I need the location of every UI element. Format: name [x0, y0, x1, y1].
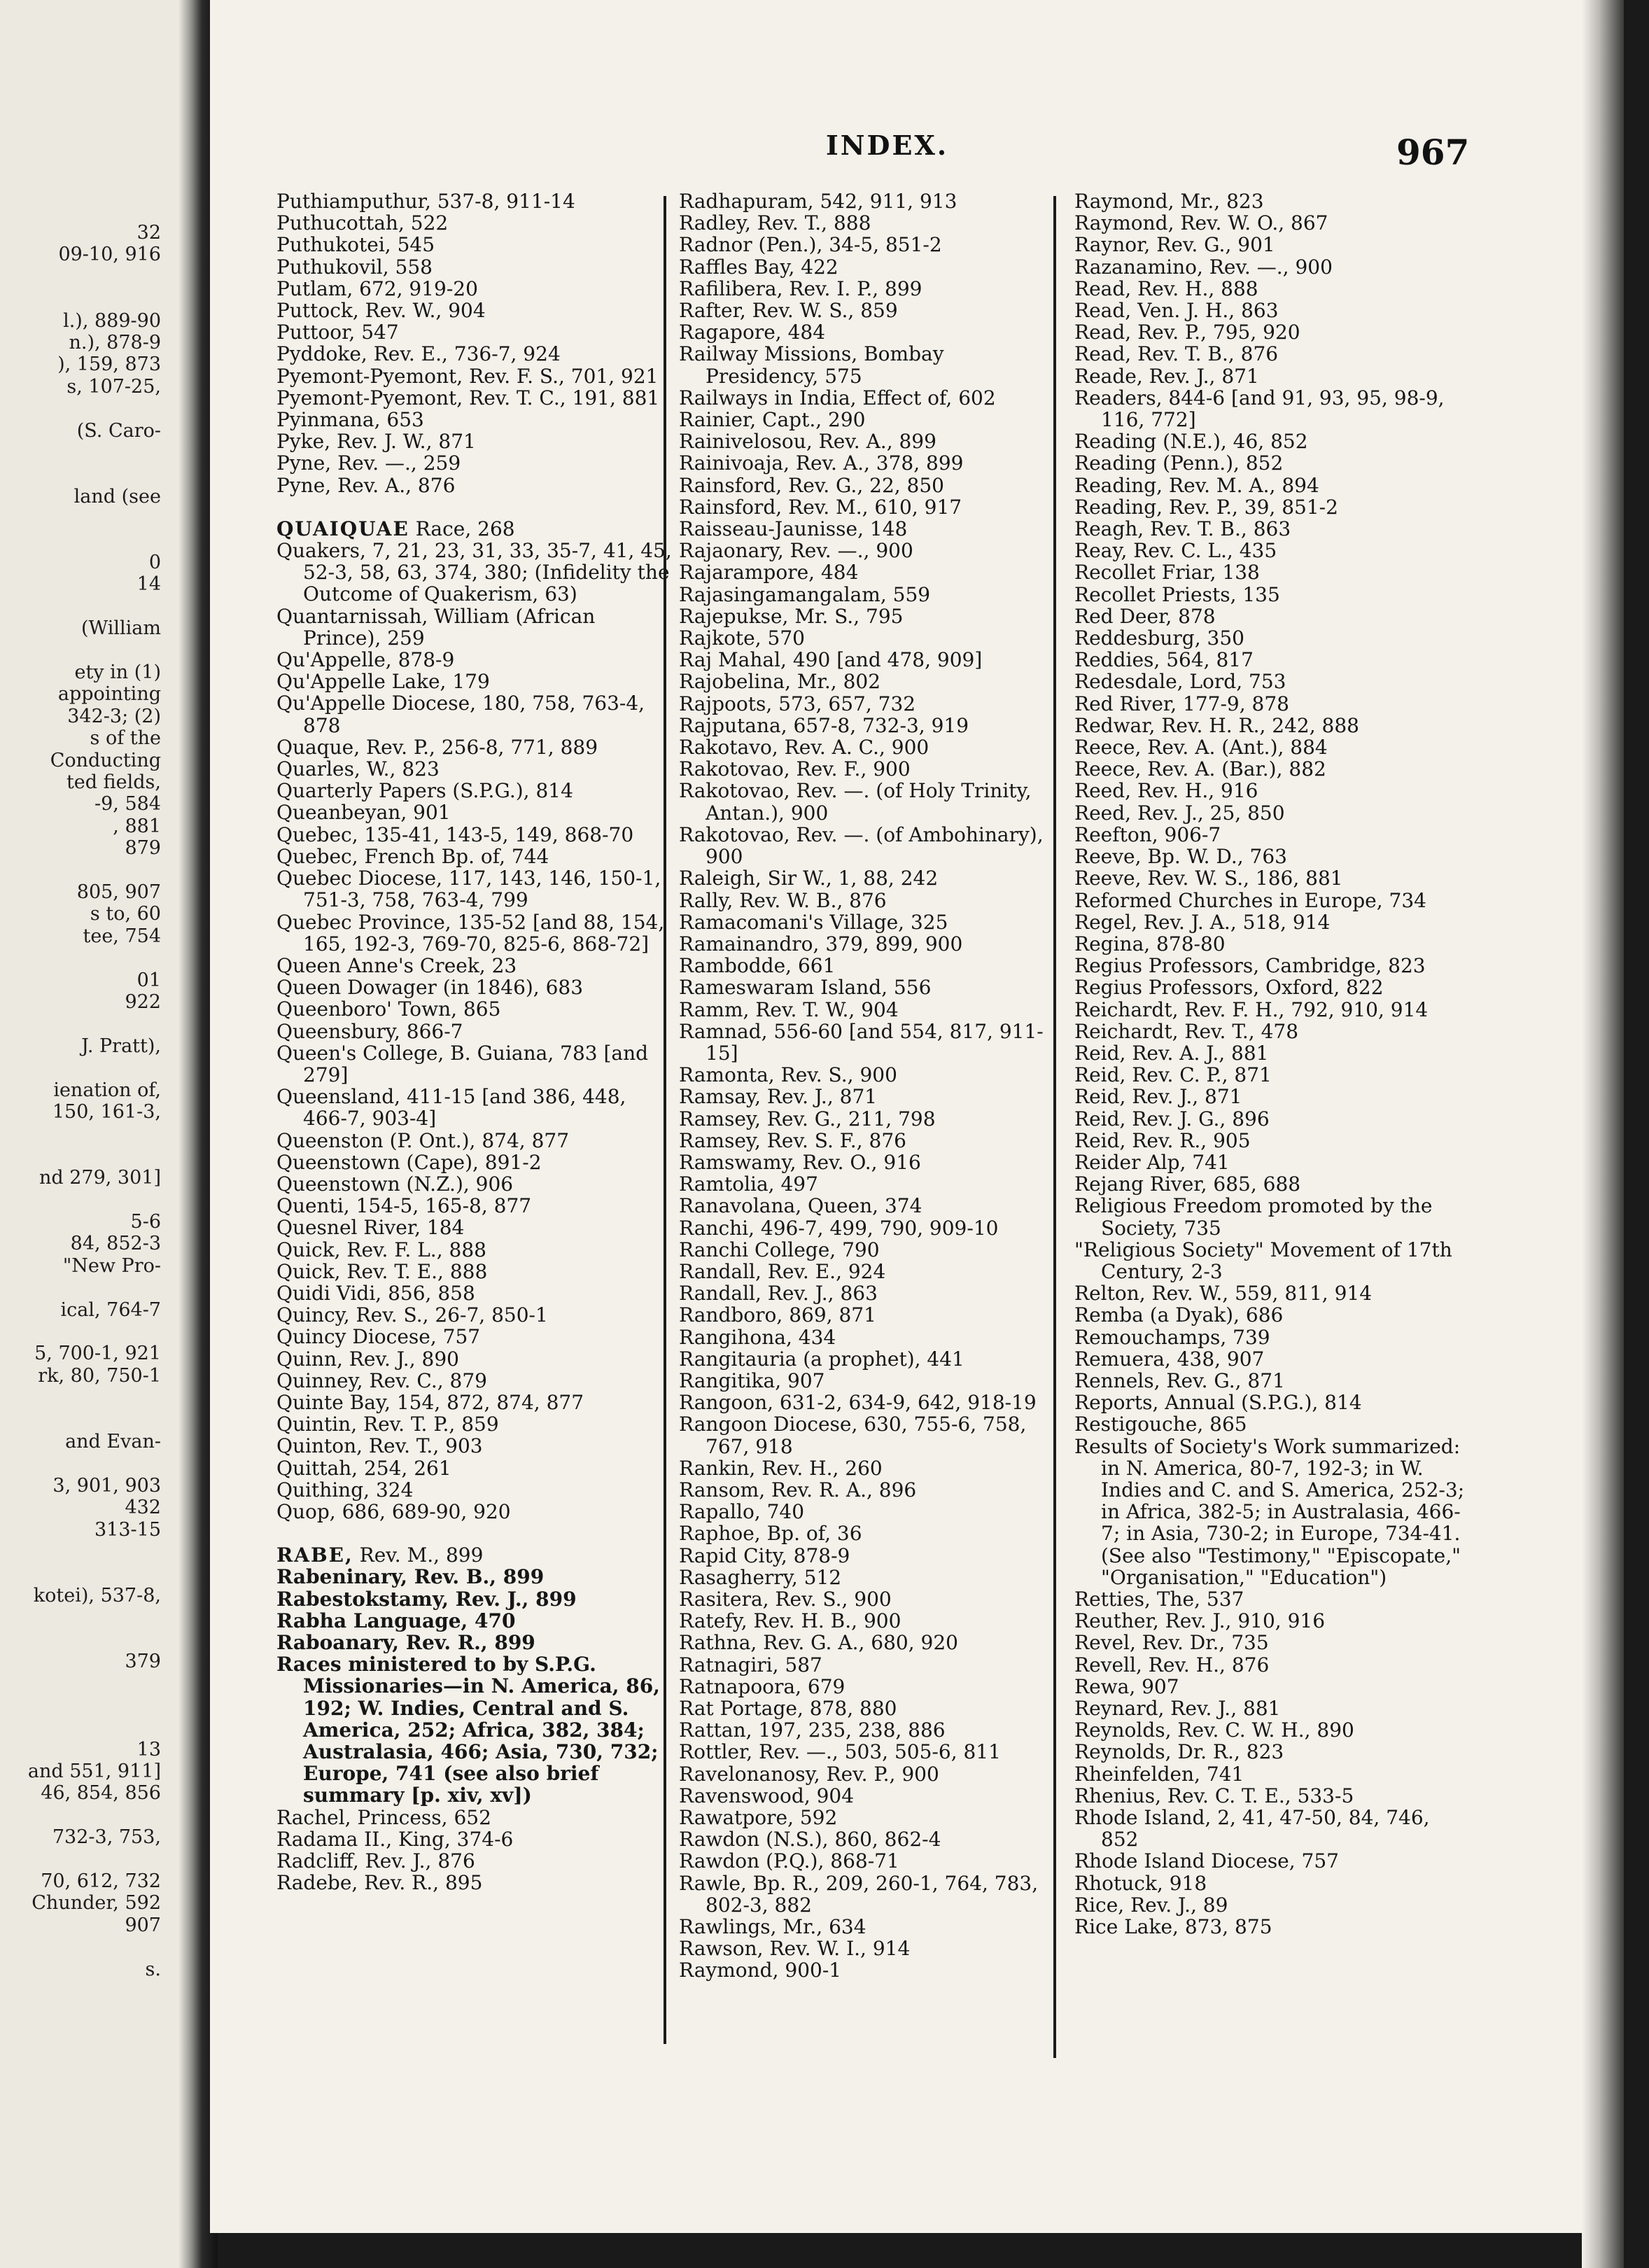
index-entry: Randboro, 869, 871	[679, 1303, 876, 1327]
index-entry: Rakotovao, Rev. —. (of Ambohinary), 900	[679, 822, 1044, 869]
index-entry: Rally, Rev. W. B., 876	[679, 888, 887, 912]
index-entry: Raj Mahal, 490 [and 478, 909]	[679, 648, 983, 672]
index-entry: Puthukovil, 558	[276, 255, 433, 279]
index-entry: Qu'Appelle, 878-9	[276, 648, 455, 672]
index-entry: Red River, 177-9, 878	[1074, 692, 1289, 715]
index-entry: Pyinmana, 653	[276, 408, 424, 432]
facing-page-fragment: 342-3; (2)	[67, 705, 161, 727]
index-entry: Rasitera, Rev. S., 900	[679, 1588, 892, 1611]
facing-page-fragment: 150, 161-3,	[52, 1101, 161, 1123]
facing-page-fragment: l.), 889-90	[63, 309, 161, 332]
page-number: 967	[1396, 132, 1470, 173]
index-entry: Rangoon, 631-2, 634-9, 642, 918-19	[679, 1391, 1037, 1415]
index-entry: Rameswaram Island, 556	[679, 976, 932, 1000]
index-entry: Rangitauria (a prophet), 441	[679, 1347, 964, 1371]
index-entry: Radcliff, Rev. J., 876	[276, 1849, 475, 1873]
index-entry: Queenston (P. Ont.), 874, 877	[276, 1128, 570, 1152]
index-entry: Quop, 686, 689-90, 920	[276, 1499, 511, 1523]
index-entry: Read, Rev. T. B., 876	[1074, 342, 1279, 366]
index-entry: Rapid City, 878-9	[679, 1544, 850, 1567]
index-entry: Qu'Appelle Diocese, 180, 758, 763-4, 878	[276, 692, 645, 737]
facing-page-fragment: n.), 878-9	[69, 332, 161, 354]
index-entry: Rainsford, Rev. G., 22, 850	[679, 473, 944, 497]
index-entry: Reider Alp, 741	[1074, 1150, 1230, 1174]
index-entry: Reformed Churches in Europe, 734	[1074, 888, 1426, 912]
index-entry: Reefton, 906-7	[1074, 822, 1221, 846]
index-entry: Rankin, Rev. H., 260	[679, 1456, 883, 1480]
facing-page-fragment: 3, 901, 903	[52, 1474, 161, 1497]
index-entry: Rhode Island, 2, 41, 47-50, 84, 746, 852	[1074, 1806, 1430, 1851]
index-entry: Pyemont-Pyemont, Rev. F. S., 701, 921	[276, 364, 659, 388]
index-entry: Red Deer, 878	[1074, 604, 1216, 628]
index-entry: Quebec Province, 135-52 [and 88, 154, 165, 192-3, 769-70, 825-6, 868-72]	[276, 910, 665, 955]
index-entry: Recollet Friar, 138	[1074, 561, 1260, 584]
index-entry: Raleigh, Sir W., 1, 88, 242	[679, 867, 939, 890]
index-entry: Rainsford, Rev. M., 610, 917	[679, 495, 962, 519]
index-entry: Ranavolana, Queen, 374	[679, 1194, 922, 1218]
index-entry: Redwar, Rev. H. R., 242, 888	[1074, 713, 1359, 737]
index-entry: Rambodde, 661	[679, 954, 836, 978]
index-entry: Read, Rev. P., 795, 920	[1074, 321, 1300, 344]
index-entry: Ramsey, Rev. G., 211, 798	[679, 1107, 936, 1130]
index-entry: Quenti, 154-5, 165-8, 877	[276, 1194, 532, 1218]
facing-page-fragment: ical, 764-7	[60, 1298, 161, 1321]
index-entry: Pyemont-Pyemont, Rev. T. C., 191, 881	[276, 386, 660, 410]
index-entry: Rhenius, Rev. C. T. E., 533-5	[1074, 1784, 1354, 1807]
facing-page-fragment: 09-10, 916	[58, 244, 161, 266]
index-entry: Recollet Priests, 135	[1074, 582, 1280, 606]
index-entry: Rajkote, 570	[679, 626, 805, 650]
facing-page-fragment: s to, 60	[90, 903, 161, 925]
index-entry: Radley, Rev. T., 888	[679, 211, 871, 235]
index-entry: Randall, Rev. J., 863	[679, 1282, 878, 1306]
index-entry: Reid, Rev. R., 905	[1074, 1128, 1251, 1152]
index-entry: Reading, Rev. M. A., 894	[1074, 473, 1319, 497]
index-entry: Radhapuram, 542, 911, 913	[679, 190, 957, 213]
index-entry: Quebec, French Bp. of, 744	[276, 844, 549, 868]
index-entry: Randall, Rev. E., 924	[679, 1259, 886, 1283]
facing-page-fragment: J. Pratt),	[81, 1035, 161, 1057]
index-entry: Read, Ven. J. H., 863	[1074, 299, 1279, 323]
index-entry: Quintin, Rev. T. P., 859	[276, 1413, 499, 1436]
index-entry: Rajasingamangalam, 559	[679, 582, 931, 606]
index-entry: Quincy, Rev. S., 26-7, 850-1	[276, 1303, 548, 1327]
index-entry: Rakotovao, Rev. —. (of Holy Trinity, Antan.), 900	[679, 779, 1032, 825]
index-entry: Ranchi, 496-7, 499, 790, 909-10	[679, 1216, 999, 1240]
index-entry: Ramsey, Rev. S. F., 876	[679, 1128, 906, 1152]
index-entry: Rachel, Princess, 652	[276, 1805, 491, 1829]
facing-page-fragment: nd 279, 301]	[38, 1167, 161, 1189]
index-entry: Ransom, Rev. R. A., 896	[679, 1478, 917, 1502]
index-entry: Pyddoke, Rev. E., 736-7, 924	[276, 342, 561, 366]
index-entry: Raisseau-Jaunisse, 148	[679, 517, 908, 541]
index-entry: Reed, Rev. J., 25, 850	[1074, 801, 1285, 825]
index-entry: Remba (a Dyak), 686	[1074, 1303, 1284, 1327]
index-entry: Puttoor, 547	[276, 321, 399, 344]
index-entry: Quantarnissah, William (African Prince), 259	[276, 604, 596, 650]
index-entry: Rawdon (N.S.), 860, 862-4	[679, 1828, 941, 1851]
facing-page-fragment: "New Pro-	[62, 1254, 161, 1277]
index-entry: Rabestokstamy, Rev. J., 899	[276, 1587, 577, 1611]
index-entry: Quidi Vidi, 856, 858	[276, 1281, 475, 1305]
index-entry: Rheinfelden, 741	[1074, 1762, 1244, 1786]
index-entry: Reay, Rev. C. L., 435	[1074, 539, 1277, 563]
index-entry: Quincy Diocese, 757	[276, 1325, 481, 1349]
index-entry: Queen Dowager (in 1846), 683	[276, 976, 584, 1000]
index-entry: Results of Society's Work summarized: in N. America, 80-7, 192-3; in W. Indies and C. and S. America, 252-3; in Africa, 382-5; in Australasia, 466-7; in Asia, 730-2; in Europe, 734-41. (See also "Testimony," "Episcopate," "Organisation," "Education")	[1074, 1434, 1465, 1589]
index-entry: Radama II., King, 374-6	[276, 1827, 514, 1851]
index-entry: Quick, Rev. F. L., 888	[276, 1238, 486, 1261]
index-entry: Quaque, Rev. P., 256-8, 771, 889	[276, 735, 598, 759]
index-entry: Queensbury, 866-7	[276, 1019, 463, 1043]
index-entry: Rainivelosou, Rev. A., 899	[679, 430, 936, 454]
index-entry: Restigouche, 865	[1074, 1413, 1247, 1436]
facing-page-fragment: rk, 80, 750-1	[38, 1364, 161, 1387]
facing-page-fragment: 432	[125, 1497, 161, 1519]
index-entry: Queenboro' Town, 865	[276, 997, 501, 1021]
index-entry: Rawlings, Mr., 634	[679, 1915, 866, 1939]
index-entry: Quinney, Rev. C., 879	[276, 1368, 487, 1392]
index-entry: Rice Lake, 873, 875	[1074, 1915, 1272, 1939]
index-entry: Rejang River, 685, 688	[1074, 1172, 1301, 1196]
index-entry: Pyne, Rev. A., 876	[276, 473, 456, 497]
index-entry: Quarterly Papers (S.P.G.), 814	[276, 779, 573, 803]
index-entry: Redesdale, Lord, 753	[1074, 670, 1286, 694]
facing-page-fragment: ety in (1)	[74, 662, 161, 683]
index-entry: Raymond, Rev. W. O., 867	[1074, 211, 1328, 235]
index-entry: Ramsay, Rev. J., 871	[679, 1085, 878, 1109]
facing-page-fragment: 46, 854, 856	[41, 1782, 161, 1805]
facing-page-fragment: 0	[148, 552, 161, 573]
index-entry: Rottler, Rev. —., 503, 505-6, 811	[679, 1740, 1001, 1764]
index-entry: Reece, Rev. A. (Ant.), 884	[1074, 736, 1328, 760]
index-entry: Rabeninary, Rev. B., 899	[276, 1565, 545, 1589]
index-entry: Reid, Rev. A. J., 881	[1074, 1041, 1269, 1065]
index-entry: Puthukotei, 545	[276, 233, 435, 257]
index-entry: Rhotuck, 918	[1074, 1871, 1207, 1895]
index-column-2	[679, 190, 1057, 1982]
index-entry: Rafter, Rev. W. S., 859	[679, 299, 898, 323]
index-entry: Ramtolia, 497	[679, 1172, 818, 1196]
index-entry: Reeve, Rev. W. S., 186, 881	[1074, 867, 1343, 890]
index-entry: Rasagherry, 512	[679, 1565, 842, 1589]
index-entry: Pyne, Rev. —., 259	[276, 451, 461, 475]
index-entry: Rat Portage, 878, 880	[679, 1697, 897, 1721]
index-entry: Rapallo, 740	[679, 1500, 805, 1524]
index-entry: Rainier, Capt., 290	[679, 408, 866, 432]
index-entry: Ratnagiri, 587	[679, 1653, 822, 1676]
facing-page-fragment: ted fields,	[66, 771, 161, 793]
index-entry: Rawson, Rev. W. I., 914	[679, 1937, 911, 1961]
index-entry: Races ministered to by S.P.G. Missionaries—in N. America, 86, 192; W. Indies, Central and S. America, 252; Africa, 382, 384; Australasia, 466; Asia, 730, 732; Europe, 741 (see also brief summary [p. xiv, xv])	[276, 1653, 660, 1807]
index-entry: Rainivoaja, Rev. A., 378, 899	[679, 451, 964, 475]
index-entry: Reagh, Rev. T. B., 863	[1074, 517, 1291, 541]
page-edge	[1582, 0, 1624, 2268]
index-entry: Raynor, Rev. G., 901	[1074, 233, 1275, 257]
facing-page-fragment: 879	[125, 837, 161, 860]
facing-page-fragment: 01	[136, 969, 161, 991]
facing-page	[0, 0, 203, 2268]
index-entry: Reading (N.E.), 46, 852	[1074, 430, 1308, 454]
facing-page-fragment: s.	[145, 1958, 161, 1980]
index-entry: Quinton, Rev. T., 903	[276, 1434, 483, 1458]
facing-page-fragment: Conducting	[50, 749, 161, 771]
index-entry: Ratefy, Rev. H. B., 900	[679, 1609, 901, 1633]
index-entry: Rangoon Diocese, 630, 755-6, 758, 767, 918	[679, 1413, 1027, 1458]
index-entry: Reuther, Rev. J., 910, 916	[1074, 1609, 1326, 1633]
index-entry: Relton, Rev. W., 559, 811, 914	[1074, 1282, 1373, 1306]
index-entry: Rajputana, 657-8, 732-3, 919	[679, 713, 969, 737]
index-entry: Reynard, Rev. J., 881	[1074, 1697, 1281, 1721]
index-entry: Quarles, W., 823	[276, 757, 440, 781]
index-entry: Rawdon (P.Q.), 868-71	[679, 1849, 899, 1873]
facing-page-fragment: Chunder, 592	[31, 1892, 161, 1914]
index-entry: Read, Rev. H., 888	[1074, 276, 1258, 300]
facing-page-fragment: , 881	[113, 815, 161, 837]
index-entry: Radebe, Rev. R., 895	[276, 1871, 483, 1895]
facing-page-fragment: 732-3, 753,	[52, 1826, 161, 1849]
facing-page-fragment: (S. Caro-	[76, 419, 161, 442]
index-entry: Raymond, 900-1	[679, 1959, 842, 1982]
index-entry: Rattan, 197, 235, 238, 886	[679, 1718, 946, 1742]
index-entry: Rice, Rev. J., 89	[1074, 1893, 1228, 1917]
index-entry: Rakotovao, Rev. F., 900	[679, 757, 911, 781]
facing-page-fragment: 32	[136, 222, 161, 244]
index-entry: Reynolds, Rev. C. W. H., 890	[1074, 1718, 1354, 1742]
index-entry: Quinn, Rev. J., 890	[276, 1347, 459, 1371]
index-entry: Quebec, 135-41, 143-5, 149, 868-70	[276, 822, 634, 846]
index-entry: Rafilibera, Rev. I. P., 899	[679, 276, 922, 300]
index-entry: Remuera, 438, 907	[1074, 1347, 1265, 1371]
index-entry: Quinte Bay, 154, 872, 874, 877	[276, 1390, 584, 1414]
index-entry: Razanamino, Rev. —., 900	[1074, 255, 1333, 279]
index-entry: Rhode Island Diocese, 757	[1074, 1849, 1339, 1873]
facing-page-fragment: 5, 700-1, 921	[34, 1343, 161, 1365]
index-entry: Queen's College, B. Guiana, 783 [and 279]	[276, 1041, 649, 1086]
index-entry: Raboanary, Rev. R., 899	[276, 1631, 535, 1654]
index-column-1	[276, 190, 675, 1893]
facing-page-fragment: s, 107-25,	[66, 375, 161, 398]
index-entry: Ramnad, 556-60 [and 554, 817, 911-15]	[679, 1019, 1044, 1065]
section-initial: QUAIQUAE	[276, 517, 409, 540]
index-entry: Readers, 844-6 [and 91, 93, 95, 98-9, 116, 772]	[1074, 386, 1445, 432]
index-entry: Rajobelina, Mr., 802	[679, 670, 881, 694]
index-entry: Reports, Annual (S.P.G.), 814	[1074, 1391, 1362, 1415]
index-entry: Rajarampore, 484	[679, 561, 859, 584]
facing-page-fragment: 805, 907	[76, 881, 161, 903]
facing-page-fragment: 14	[136, 573, 161, 596]
index-entry: Regina, 878-80	[1074, 932, 1226, 955]
index-entry: Ranchi College, 790	[679, 1238, 880, 1261]
index-entry: Rangihona, 434	[679, 1325, 836, 1349]
index-entry: Rakotavo, Rev. A. C., 900	[679, 736, 929, 760]
index-entry: Quakers, 7, 21, 23, 31, 33, 35-7, 41, 45, 52-3, 58, 63, 374, 380; (Infidelity the Outcome of Quakerism, 63)	[276, 539, 672, 606]
index-entry: Rajpoots, 573, 657, 732	[679, 692, 916, 715]
index-entry: Reading, Rev. P., 39, 851-2	[1074, 495, 1338, 519]
index-entry: Rewa, 907	[1074, 1674, 1179, 1698]
index-entry: Railway Missions, Bombay Presidency, 575	[679, 342, 944, 388]
index-entry: QUAIQUAE Race, 268	[276, 517, 515, 540]
index-entry: Ramonta, Rev. S., 900	[679, 1063, 897, 1087]
index-entry: Rawatpore, 592	[679, 1806, 838, 1830]
index-entry: Rangitika, 907	[679, 1368, 825, 1392]
index-entry: Puttock, Rev. W., 904	[276, 299, 486, 323]
index-entry: Quithing, 324	[276, 1478, 414, 1502]
index-entry: Regius Professors, Cambridge, 823	[1074, 954, 1426, 978]
index-entry: Radnor (Pen.), 34-5, 851-2	[679, 233, 942, 257]
index-entry: Reade, Rev. J., 871	[1074, 364, 1259, 388]
facing-page-fragment: ), 159, 873	[57, 354, 161, 376]
index-entry: Rennels, Rev. G., 871	[1074, 1368, 1285, 1392]
index-entry: Raymond, Mr., 823	[1074, 190, 1264, 213]
index-entry: Raffles Bay, 422	[679, 255, 838, 279]
index-entry: Ravenswood, 904	[679, 1784, 855, 1807]
index-entry: Rajepukse, Mr. S., 795	[679, 604, 904, 628]
facing-page-fragment: 13	[136, 1738, 161, 1760]
index-entry: Ramacomani's Village, 325	[679, 910, 948, 934]
index-entry: Quebec Diocese, 117, 143, 146, 150-1, 751-3, 758, 763-4, 799	[276, 867, 661, 912]
index-column-3	[1074, 190, 1466, 1938]
facing-page-fragment: 5-6	[130, 1211, 161, 1233]
index-entry: Ratnapoora, 679	[679, 1674, 845, 1698]
index-entry: Queenstown (N.Z.), 906	[276, 1172, 514, 1196]
index-entry: Quick, Rev. T. E., 888	[276, 1259, 488, 1283]
index-entry: Reddies, 564, 817	[1074, 648, 1254, 672]
facing-page-fragment: 70, 612, 732	[41, 1870, 161, 1892]
index-entry: Rathna, Rev. G. A., 680, 920	[679, 1631, 958, 1655]
index-entry: Reddesburg, 350	[1074, 626, 1244, 650]
index-entry: Ragapore, 484	[679, 321, 826, 344]
facing-page-fragment: 907	[125, 1914, 161, 1936]
facing-page-fragment: and Evan-	[65, 1431, 161, 1452]
index-entry: Reichardt, Rev. T., 478	[1074, 1019, 1299, 1043]
facing-page-fragment: 922	[125, 991, 161, 1013]
index-entry: Reid, Rev. J. G., 896	[1074, 1107, 1270, 1130]
page-title: INDEX.	[826, 130, 949, 161]
index-entry: Rawle, Bp. R., 209, 260-1, 764, 783, 802-3, 882	[679, 1871, 1039, 1917]
index-entry: Ramainandro, 379, 899, 900	[679, 932, 963, 955]
facing-page-fragment: tee, 754	[83, 925, 161, 947]
facing-page-fragment: (William	[80, 617, 161, 640]
index-entry: Reece, Rev. A. (Bar.), 882	[1074, 757, 1326, 781]
index-entry: Religious Freedom promoted by the Society, 735	[1074, 1194, 1433, 1240]
facing-page-fragment: 379	[125, 1651, 161, 1672]
index-entry: Pyke, Rev. J. W., 871	[276, 430, 476, 454]
facing-page-fragment: s of the	[90, 727, 161, 750]
index-entry: Regius Professors, Oxford, 822	[1074, 976, 1384, 1000]
facing-page-fragment: and 551, 911]	[27, 1760, 161, 1782]
index-entry: Ravelonanosy, Rev. P., 900	[679, 1762, 939, 1786]
index-entry: Reichardt, Rev. F. H., 792, 910, 914	[1074, 997, 1429, 1021]
index-entry: Railways in India, Effect of, 602	[679, 386, 996, 410]
index-entry: Queen Anne's Creek, 23	[276, 953, 517, 977]
section-initial: RABE,	[276, 1544, 353, 1567]
index-entry: Reading (Penn.), 852	[1074, 451, 1284, 475]
index-entry: Reed, Rev. H., 916	[1074, 779, 1258, 803]
facing-page-fragment: 84, 852-3	[70, 1233, 161, 1255]
index-entry: Rabha Language, 470	[276, 1609, 516, 1632]
index-entry: Queanbeyan, 901	[276, 801, 451, 825]
index-entry: Reid, Rev. C. P., 871	[1074, 1063, 1272, 1087]
index-entry: Raphoe, Bp. of, 36	[679, 1522, 862, 1546]
index-entry: Reynolds, Dr. R., 823	[1074, 1740, 1284, 1764]
index-entry: Rajaonary, Rev. —., 900	[679, 539, 913, 563]
index-entry: Reid, Rev. J., 871	[1074, 1085, 1242, 1109]
index-entry: Puthucottah, 522	[276, 211, 449, 235]
index-entry: "Religious Society" Movement of 17th Century, 2-3	[1074, 1238, 1452, 1283]
facing-page-fragment: kotei), 537-8,	[33, 1584, 161, 1606]
index-entry: Revel, Rev. Dr., 735	[1074, 1631, 1269, 1655]
facing-page-fragment: -9, 584	[94, 793, 161, 816]
index-entry: Queensland, 411-15 [and 386, 448, 466-7, 903-4]	[276, 1085, 626, 1130]
index-entry: Quittah, 254, 261	[276, 1456, 451, 1480]
index-entry: Qu'Appelle Lake, 179	[276, 670, 490, 694]
index-entry: Reeve, Bp. W. D., 763	[1074, 845, 1287, 869]
index-entry: Remouchamps, 739	[1074, 1325, 1270, 1349]
index-entry: Retties, The, 537	[1074, 1588, 1244, 1611]
index-entry: Queenstown (Cape), 891-2	[276, 1150, 542, 1174]
facing-page-fragment: ienation of,	[53, 1079, 161, 1101]
index-entry: Putlam, 672, 919-20	[276, 276, 478, 300]
facing-page-fragment: appointing	[57, 683, 161, 706]
index-entry: Ramswamy, Rev. O., 916	[679, 1150, 921, 1174]
index-entry: Regel, Rev. J. A., 518, 914	[1074, 910, 1331, 934]
facing-page-fragment: 313-15	[94, 1518, 161, 1541]
index-entry: Ramm, Rev. T. W., 904	[679, 997, 899, 1021]
index-entry: Quesnel River, 184	[276, 1216, 465, 1240]
index-entry: RABE, Rev. M., 899	[276, 1544, 484, 1567]
index-entry: Revell, Rev. H., 876	[1074, 1653, 1270, 1676]
index-entry: Puthiamputhur, 537-8, 911-14	[276, 190, 575, 213]
facing-page-fragment: land (see	[73, 485, 161, 507]
